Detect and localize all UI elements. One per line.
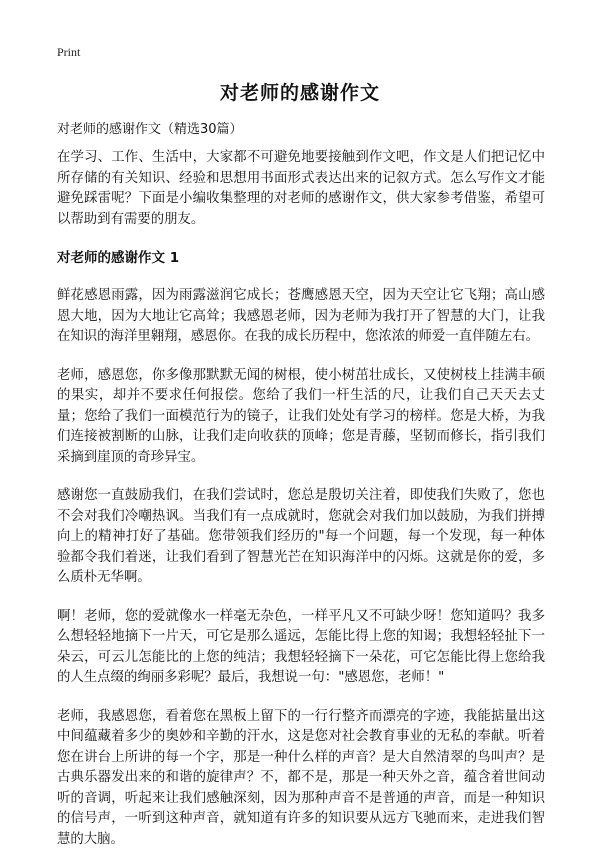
paragraph: 感谢您一直鼓励我们，在我们尝试时，您总是殷切关注着，即使我们失败了，您也不会对我们冷嘲热讽。当我们有一点成就时，您就会对我们加以鼓励，为我们拼搏向上的精神打好了基础。您带领我们经历的"每一个问题，每一个发现，每一种体验都令我们着迷，让我们看到了智慧光芒在知识海洋中的闪烁。这就是你的爱，多么质朴无华啊。 (57, 488, 545, 585)
article-body (57, 148, 545, 868)
paragraph: 啊！老师，您的爱就像水一样毫无杂色，一样平凡又不可缺少呀！您知道吗？我多么想轻轻地摘下一片天，可它是那么遥远，怎能比得上您的知谒；我想轻轻扯下一朵云，可云儿怎能比的上您的纯洁；我想轻轻摘下一朵花，可它怎能比得上您给我的人生点缀的绚丽多彩呢？最后，我想说一句："感恩您，老师！" (57, 608, 545, 685)
paragraph: 鲜花感恩雨露，因为雨露滋润它成长；苍鹰感恩天空，因为天空让它飞翔；高山感恩大地，因为大地让它高耸；我感恩老师，因为老师为我打开了智慧的大门，让我在知识的海洋里翱翔，感恩你。在我的成长历程中，您浓浓的师爱一直伴随左右。 (57, 288, 545, 344)
intro-paragraph: 在学习、工作、生活中，大家都不可避免地要接触到作文吧，作文是人们把记忆中所存储的有关知识、经验和思想用书面形式表达出来的记叙方式。怎么写作文才能避免踩雷呢？下面是小编收集整理的对老师的感谢作文，供大家参考借鉴，希望可以帮助到有需要的朋友。 (57, 150, 545, 227)
paragraph: 老师，我感恩您，看着您在黑板上留下的一行行整齐而漂亮的字迹，我能掂量出这中间蕴藏着多少的奥妙和辛勤的汗水，这是您对社会教育事业的无私的奉献。听着您在讲台上所讲的每一个字，那是一种什么样的声音？是大自然清翠的鸟叫声？是古典乐器发出来的和谐的旋律声？不，都不是，那是一种天外之音，蕴含着世间动听的音调，听起来让我们感触深刻，因为那种声音不是普通的声音，而是一种知识的信号声，一听到这种声音，就知道有许多的知识要从远方飞驰而来，走进我们智慧的大脑。 (57, 708, 545, 847)
page-title: 对老师的感谢作文 (219, 82, 380, 104)
print-link[interactable]: Print (57, 45, 81, 59)
subtitle: 对老师的感谢作文（精选30篇） (57, 122, 243, 137)
paragraph: 老师，感恩您，你多像那默默无闻的树根，使小树茁壮成长，又使树枝上挂满丰硕的果实，却并不要求任何报偿。您给了我们一杆生活的尺，让我们自己天天去丈量；您给了我们一面模范行为的镜子，让我们处处有学习的榜样。您是大桥，为我们连接被割断的山脉，让我们走向收获的顶峰；您是青藤，坚韧而修长，指引我们采摘到崖顶的奇珍异宝。 (57, 367, 545, 465)
section-heading: 对老师的感谢作文 1 (57, 250, 180, 266)
